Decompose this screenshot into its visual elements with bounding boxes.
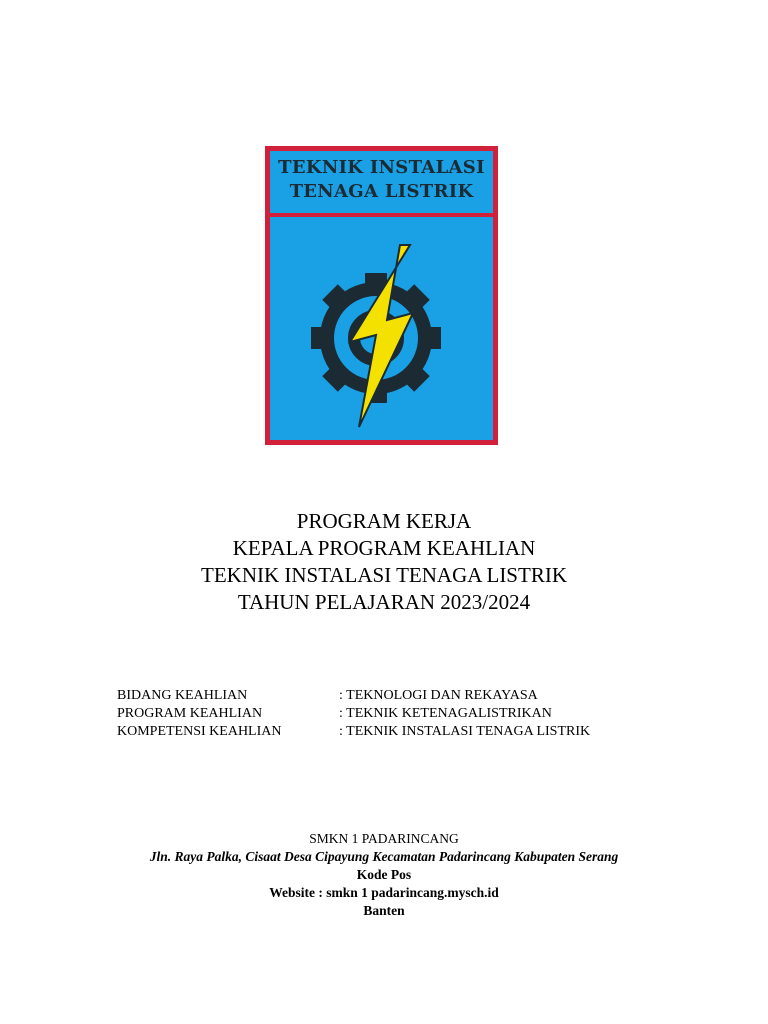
logo-title-line-2: TENAGA LISTRIK <box>289 181 474 202</box>
info-value: : TEKNIK INSTALASI TENAGA LISTRIK <box>339 724 591 739</box>
school-address: Jln. Raya Palka, Cisaat Desa Cipayung Kecamatan Padarincang Kabupaten Serang <box>149 849 619 864</box>
info-value: : TEKNIK KETENAGALISTRIKAN <box>339 706 552 721</box>
title-line-3: TEKNIK INSTALASI TENAGA LISTRIK <box>201 563 567 587</box>
logo-title-line-1: TEKNIK INSTALASI <box>278 157 485 178</box>
department-logo <box>265 146 498 445</box>
document-title <box>0 508 768 616</box>
info-label: KOMPETENSI KEAHLIAN <box>117 724 282 739</box>
school-website: Website : smkn 1 padarincang.mysch.id <box>269 885 499 900</box>
title-line-4: TAHUN PELAJARAN 2023/2024 <box>237 590 531 614</box>
info-label: BIDANG KEAHLIAN <box>117 688 248 703</box>
title-line-1: PROGRAM KERJA <box>296 509 472 533</box>
province: Banten <box>363 903 405 918</box>
title-line-2: KEPALA PROGRAM KEAHLIAN <box>232 536 536 560</box>
school-name: SMKN 1 PADARINCANG <box>309 831 459 846</box>
logo-emblem-panel <box>270 217 493 440</box>
info-value: : TEKNOLOGI DAN REKAYASA <box>339 688 538 703</box>
gear-with-lightning-bolt-icon <box>270 217 493 440</box>
info-label: PROGRAM KEAHLIAN <box>117 706 263 721</box>
postal-code: Kode Pos <box>356 867 412 882</box>
logo-title-panel <box>270 151 493 213</box>
school-footer <box>0 830 768 920</box>
